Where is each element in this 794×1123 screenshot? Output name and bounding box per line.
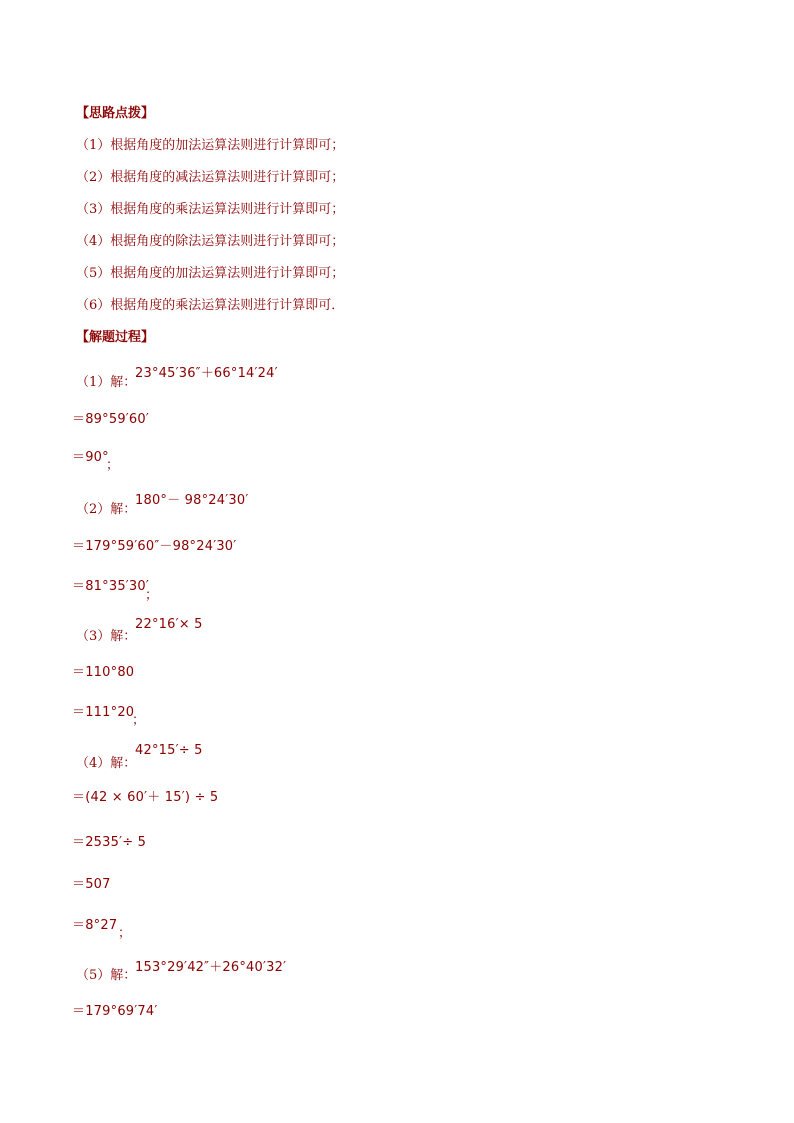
p3-label: （3）解： [76,629,137,644]
p2-end-mark: ； [145,588,159,603]
p3-step-2: ＝111°20 [72,705,135,720]
p4-label: （4）解： [76,756,137,771]
p2-step-2: ＝81°35′30′ [72,579,150,594]
p1-step-2: ＝90° [72,450,109,465]
hint-line-5: （5）根据角度的加法运算法则进行计算即可； [76,266,345,281]
hint-line-6: （6）根据角度的乘法运算法则进行计算即可． [76,298,345,313]
hint-line-4: （4）根据角度的除法运算法则进行计算即可； [76,234,345,249]
p4-step-1: ＝(42 × 60′＋ 15′) ÷ 5 [72,790,219,805]
p2-expression: 180°－ 98°24′30′ [135,493,249,508]
hint-line-1: （1）根据角度的加法运算法则进行计算即可； [76,138,345,153]
p1-step-1: ＝89°59′60′ [72,412,150,427]
solution-heading: 【解题过程】 [76,330,155,345]
p4-step-3: ＝507 [72,877,111,892]
p4-expression: 42°15′÷ 5 [135,743,203,758]
hint-heading: 【思路点拨】 [76,106,155,121]
p4-step-4: ＝8°27 [72,918,118,933]
p5-label: （5）解： [76,968,137,983]
p3-end-mark: ； [132,713,146,728]
p5-step-1: ＝179°69′74′ [72,1004,158,1019]
p1-label: （1）解： [76,375,137,390]
p5-expression: 153°29′42″＋26°40′32′ [135,960,287,975]
p1-end-mark: ； [106,458,120,473]
p2-step-1: ＝179°59′60″－98°24′30′ [72,539,237,554]
p1-expression: 23°45′36″＋66°14′24′ [135,366,278,381]
p3-step-1: ＝110°80 [72,665,135,680]
p4-step-2: ＝2535′÷ 5 [72,835,147,850]
p4-end-mark: ； [118,926,132,941]
hint-line-2: （2）根据角度的减法运算法则进行计算即可； [76,170,345,185]
p3-expression: 22°16′× 5 [135,617,203,632]
p2-label: （2）解： [76,502,137,517]
hint-line-3: （3）根据角度的乘法运算法则进行计算即可； [76,202,345,217]
